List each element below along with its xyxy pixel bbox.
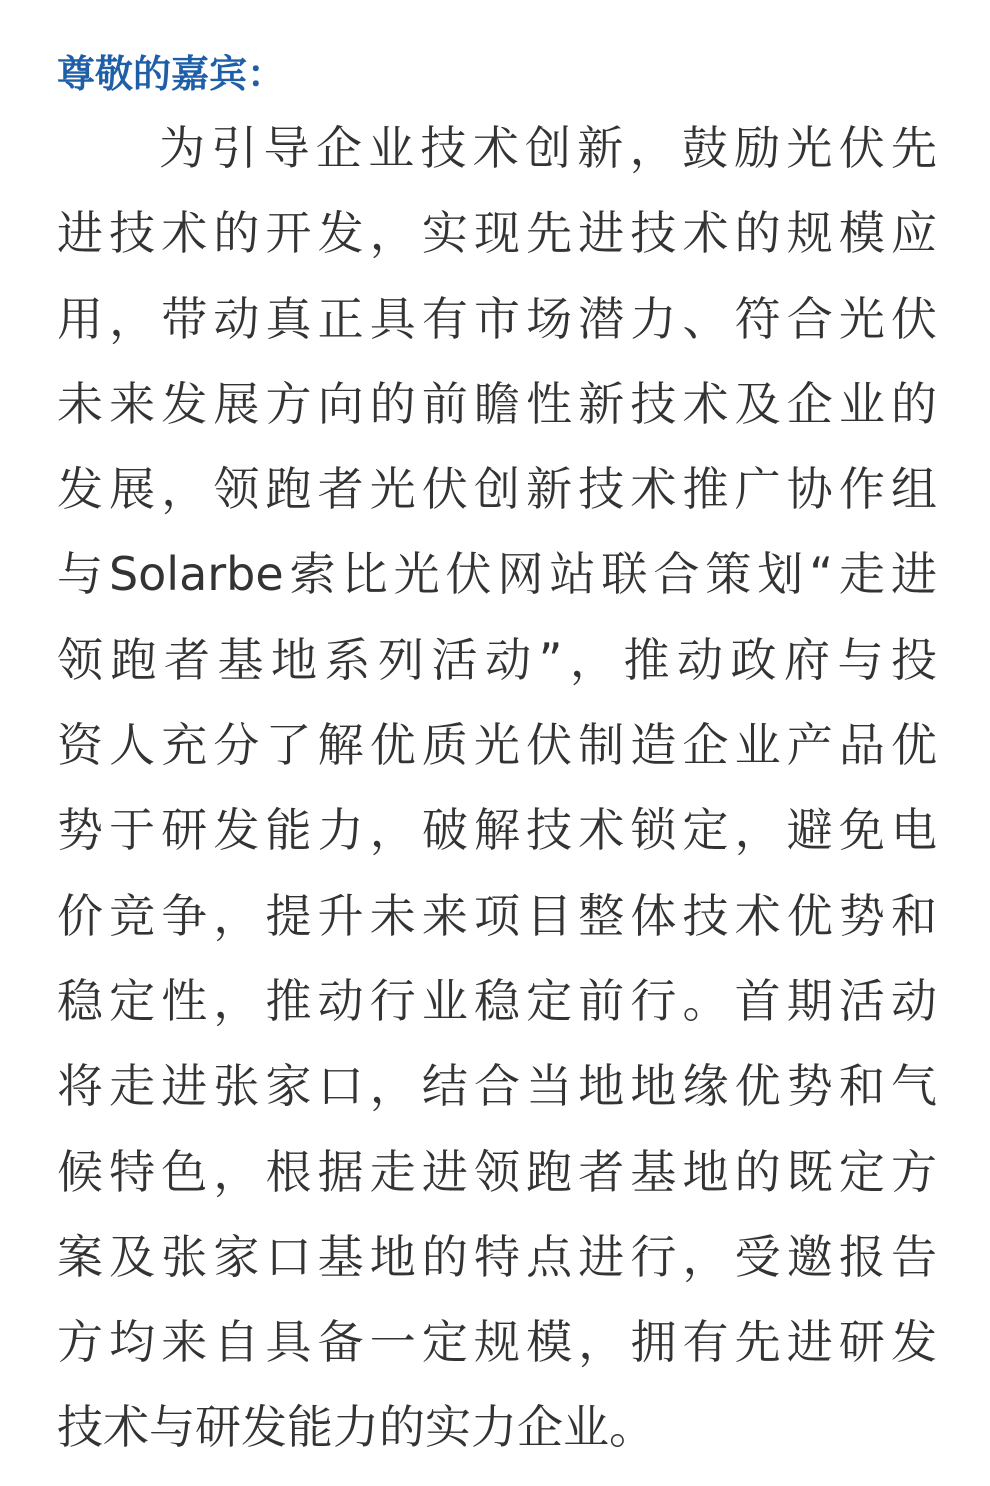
letter-body xyxy=(57,106,937,1471)
paragraph-line: 资人充分了解优质光伏制造企业产品优 xyxy=(57,718,937,773)
paragraph-line: 稳定性，推动行业稳定前行。首期活动 xyxy=(57,973,937,1028)
paragraph-line: 未来发展方向的前瞻性新技术及企业的 xyxy=(57,376,937,431)
salutation-heading: 尊敬的嘉宾： xyxy=(57,52,286,96)
paragraph-line-last: 技术与研发能力的实力企业。 xyxy=(57,1400,655,1455)
paragraph-line: 案及张家口基地的特点进行，受邀报告 xyxy=(57,1229,937,1284)
paragraph-line: 势于研发能力，破解技术锁定，避免电 xyxy=(57,803,937,858)
paragraph-line: 方均来自具备一定规模，拥有先进研发 xyxy=(57,1315,937,1370)
paragraph-line: 领跑者基地系列活动”，推动政府与投 xyxy=(57,632,937,687)
paragraph-line: 价竞争，提升未来项目整体技术优势和 xyxy=(57,888,937,943)
paragraph-line: 与Solarbe索比光伏网站联合策划“走进 xyxy=(57,547,937,602)
paragraph-line: 候特色，根据走进领跑者基地的既定方 xyxy=(57,1144,937,1199)
paragraph-line: 将走进张家口，结合当地地缘优势和气 xyxy=(57,1059,937,1114)
paragraph-line: 进技术的开发，实现先进技术的规模应 xyxy=(57,206,937,261)
paragraph-line: 为引导企业技术创新，鼓励光伏先 xyxy=(159,121,937,175)
invitation-letter xyxy=(57,42,937,1471)
paragraph-line: 发展，领跑者光伏创新技术推广协作组 xyxy=(57,462,937,517)
paragraph-line: 用，带动真正具有市场潜力、符合光伏 xyxy=(57,291,937,346)
